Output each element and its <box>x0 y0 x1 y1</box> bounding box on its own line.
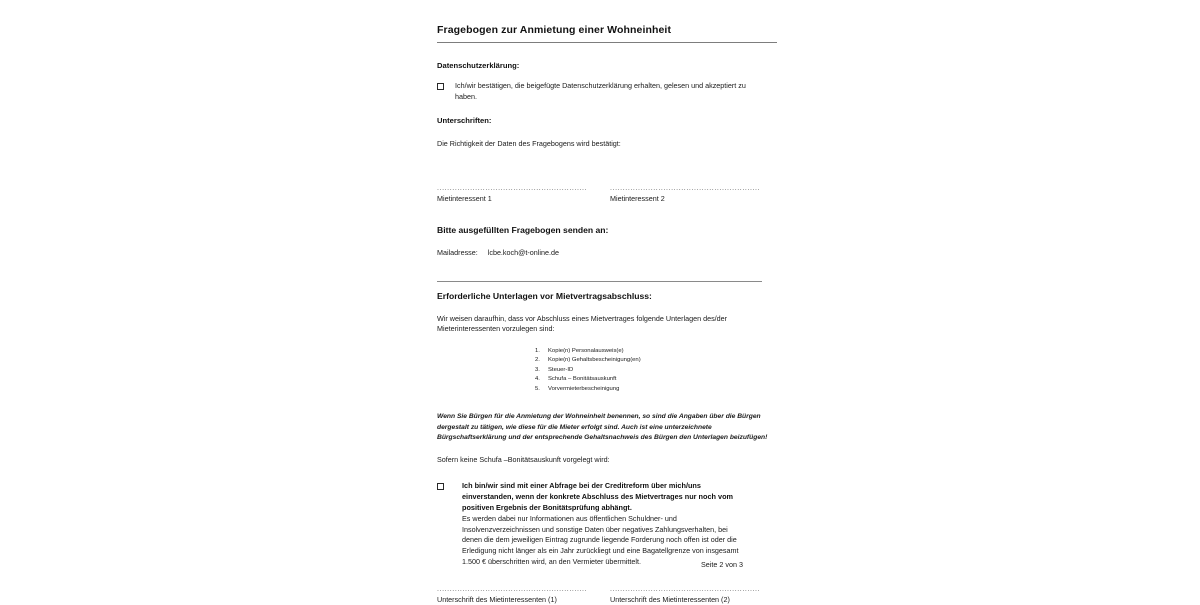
creditreform-consent-text <box>462 481 747 568</box>
page-footer: Seite 2 von 3 <box>701 560 743 569</box>
list-item <box>535 347 777 357</box>
creditreform-consent-bold: Ich bin/wir sind mit einer Abfrage bei der Creditreform über mich/uns einverstanden, wenn der konkrete Abschluss des Mietvertrages nur noch vom positiven Ergebnis der Bonitätsprüfung abhängt. <box>462 481 734 512</box>
privacy-heading: Datenschutzerklärung: <box>437 60 520 70</box>
list-item-label: Vorvermieterbescheinigung <box>548 385 620 392</box>
checkbox-icon[interactable] <box>437 483 444 490</box>
send-heading: Bitte ausgefüllten Fragebogen senden an: <box>437 225 609 236</box>
signature-label-tenant-1: Mietinteressent 1 <box>437 194 492 204</box>
list-item-number: 1. <box>535 347 540 354</box>
signature-lines-bottom <box>437 586 777 605</box>
signatures-heading: Unterschriften: <box>437 116 492 126</box>
final-signature-label-2: Unterschrift des Mietinteressenten (2) <box>610 594 730 604</box>
final-signature-block-2 <box>604 586 777 605</box>
signature-dotted-line: ........................................................... <box>437 585 588 593</box>
list-item-number: 2. <box>535 357 540 364</box>
list-item-number: 4. <box>535 376 540 383</box>
privacy-consent-row[interactable] <box>437 81 777 102</box>
required-documents-list <box>437 347 777 395</box>
list-item-number: 3. <box>535 366 540 373</box>
creditreform-consent-detail: Es werden dabei nur Informationen aus öffentlichen Schuldner- und Insolvenzverzeichnissen und sonstige Daten über negatives Zahlungsverhalten, bei denen die dem jeweiligen Eintrag zugrunde liegende Forderung noch offen ist oder die Erledigung nicht länger als ein Jahr zurückliegt und eine Bagatellgrenze von insgesamt 1.500 € überschritten wird, an den Vermieter übermittelt. <box>462 513 739 567</box>
list-item <box>535 366 777 376</box>
documents-required-intro: Wir weisen daraufhin, dass vor Abschluss eines Mietvertrages folgende Unterlagen des/der Mieterinteressenten vorzulegen sind: <box>437 313 728 334</box>
signature-dotted-line: ........................................................... <box>437 185 588 193</box>
page-title: Fragebogen zur Anmietung einer Wohneinheit <box>437 24 672 36</box>
list-item <box>535 385 777 395</box>
final-signature-label-1: Unterschrift des Mietinteressenten (1) <box>437 594 557 604</box>
creditreform-intro: Sofern keine Schufa –Bonitätsauskunft vorgelegt wird: <box>437 454 610 464</box>
list-item-label: Schufa – Bonitätsauskunft <box>548 376 617 383</box>
list-item-number: 5. <box>535 385 540 392</box>
guarantor-note: Wenn Sie Bürgen für die Anmietung der Wohneinheit benennen, so sind die Angaben über die Bürgen dergestalt zu tätigen, wie diese für die Mieter erfolgt sind. Auch ist eine unterzeichnete Bürgschaftserklärung und der entsprechende Gehaltsnachweis des Bürgen den Unterlagen beizufügen! <box>437 413 768 441</box>
list-item-label: Kopie(n) Gehaltsbescheinigung(en) <box>548 357 641 364</box>
signature-lines-top <box>437 185 777 204</box>
documents-required-heading: Erforderliche Unterlagen vor Mietvertragsabschluss: <box>437 290 652 301</box>
privacy-consent-label: Ich/wir bestätigen, die beigefügte Datenschutzerklärung erhalten, gelesen und akzeptiert zu haben. <box>455 81 746 101</box>
signature-block-tenant-1 <box>437 185 604 204</box>
signature-dotted-line: ........................................................... <box>610 185 761 193</box>
signature-block-tenant-2 <box>604 185 777 204</box>
mail-row <box>437 248 777 258</box>
creditreform-consent-row[interactable] <box>437 481 777 568</box>
list-item-label: Kopie(n) Personalausweis(e) <box>548 347 624 354</box>
mail-address-value[interactable]: lcbe.koch@t-online.de <box>487 248 559 258</box>
signatures-intro: Die Richtigkeit der Daten des Fragebogens wird bestätigt: <box>437 138 621 148</box>
signature-dotted-line: ........................................................... <box>610 585 761 593</box>
list-item <box>535 375 777 385</box>
list-item <box>535 356 777 366</box>
checkbox-icon[interactable] <box>437 83 444 90</box>
mail-label: Mailadresse: <box>437 248 478 258</box>
list-item-label: Steuer-ID <box>548 366 574 373</box>
final-signature-block-1 <box>437 586 604 605</box>
document-content <box>437 24 777 605</box>
signature-label-tenant-2: Mietinteressent 2 <box>610 194 665 204</box>
